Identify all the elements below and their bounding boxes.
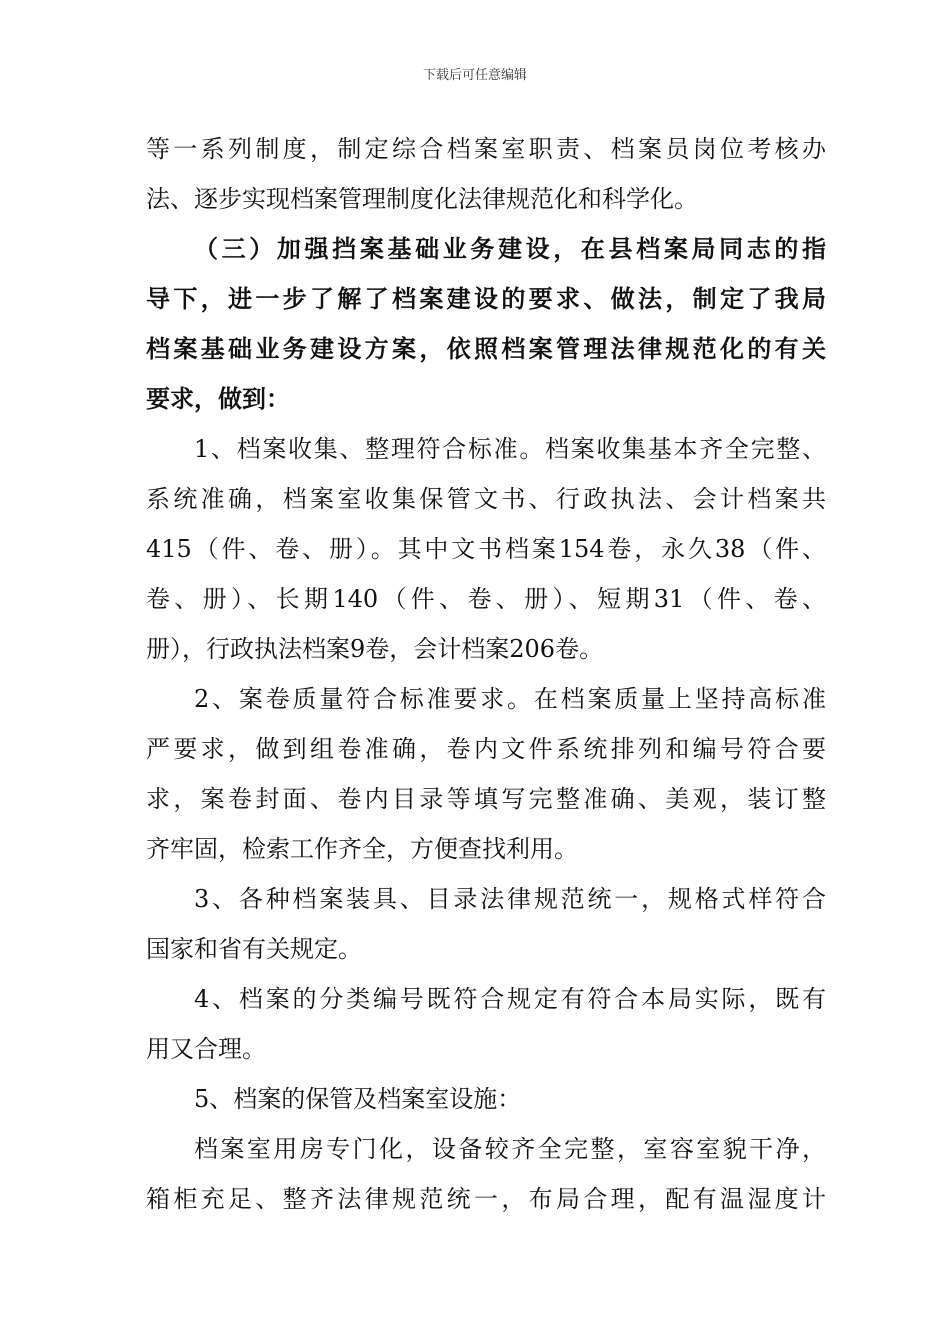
section-heading-line: 要求，做到： (146, 385, 290, 413)
page-header: 下载后可任意编辑 (422, 68, 527, 83)
text-line: 5、档案的保管及档案室设施： (194, 1085, 522, 1113)
text-line: 严要求，做到组卷准确，卷内文件系统排列和编号符合要 (146, 735, 826, 763)
document-body (146, 124, 826, 1224)
text-line: 国家和省有关规定。 (146, 935, 362, 963)
text-line: 齐牢固，检索工作齐全，方便查找利用。 (146, 835, 578, 863)
text-line: 系统准确，档案室收集保管文书、行政执法、会计档案共 (146, 485, 826, 513)
text-line: 415（件、卷、册）。其中文书档案154卷，永久38（件、 (146, 535, 826, 563)
text-line: 1、档案收集、整理符合标准。档案收集基本齐全完整、 (194, 435, 826, 463)
section-heading-line: 导下，进一步了解了档案建设的要求、做法，制定了我局 (146, 285, 826, 313)
text-line: 4、档案的分类编号既符合规定有符合本局实际，既有 (194, 985, 826, 1013)
text-line: 3、各种档案装具、目录法律规范统一，规格式样符合 (194, 885, 826, 913)
section-heading-line: （三）加强挡案基础业务建设，在县档案局同志的指 (194, 235, 826, 263)
text-line: 册），行政执法档案9卷，会计档案206卷。 (146, 635, 604, 663)
section-heading-line: 档案基础业务建设方案，依照档案管理法律规范化的有关 (146, 335, 826, 363)
text-line: 2、案卷质量符合标准要求。在档案质量上坚持高标准 (194, 685, 826, 713)
text-line: 法、逐步实现档案管理制度化法律规范化和科学化。 (146, 185, 698, 213)
text-line: 档案室用房专门化，设备较齐全完整，室容室貌干净， (194, 1135, 826, 1163)
text-line: 卷、册）、长期140（件、卷、册）、短期31（件、卷、 (146, 585, 826, 613)
text-line: 等一系列制度，制定综合档案室职责、档案员岗位考核办 (146, 135, 826, 163)
text-line: 求，案卷封面、卷内目录等填写完整准确、美观，装订整 (146, 785, 826, 813)
text-line: 用又合理。 (146, 1035, 266, 1063)
text-line: 箱柜充足、整齐法律规范统一，布局合理，配有温湿度计 (146, 1185, 826, 1213)
